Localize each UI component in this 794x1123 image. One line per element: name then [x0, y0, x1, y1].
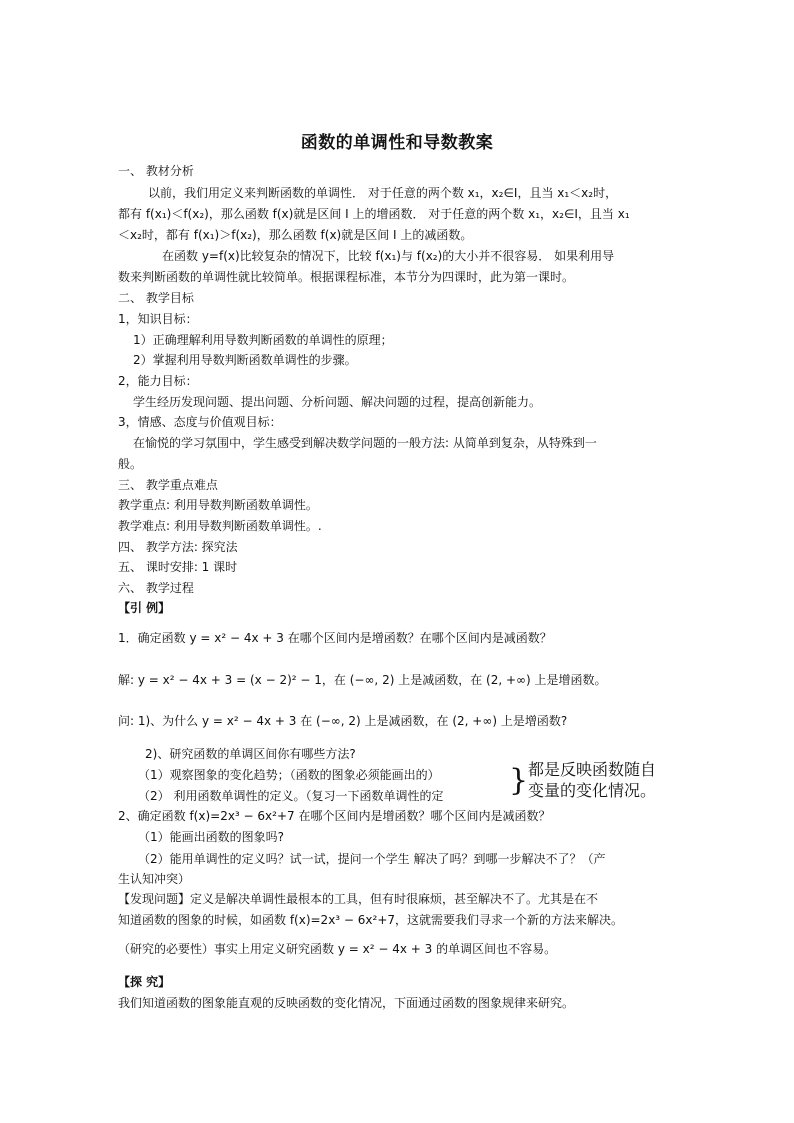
paragraph-line: 数来判断函数的单调性就比较简单。根据课程标准，本节分为四课时，此为第一课时。 — [118, 270, 575, 284]
paragraph-line: 教学难点: 利用导数判断函数单调性。. — [118, 519, 322, 533]
subheading: 3，情感、态度与价值观目标： — [118, 415, 282, 429]
paragraph-line: 学生经历发现问题、提出问题、分析问题、解决问题的过程，提高创新能力。 — [133, 395, 542, 409]
section-heading: 五、 课时安排: 1 课时 — [118, 560, 238, 574]
list-item: 1）正确理解利用导数判断函数的单调性的原理； — [133, 333, 393, 347]
brace-mark: } — [509, 763, 529, 798]
section-heading: 三、 教学重点难点 — [118, 478, 218, 492]
section-heading: 一、 教材分析 — [118, 164, 194, 178]
paragraph-line: 都有 f(x₁)＜f(x₂)，那么函数 f(x)就是区间 I 上的增函数． 对于任意的两个数 x₁，x₂∈I，且当 x₁ — [118, 207, 630, 221]
paragraph-line: 我们知道函数的图象能直观的反映函数的变化情况，下面通过函数的图象规律来研究。 — [118, 996, 575, 1010]
section-heading: 四、 教学方法: 探究法 — [118, 540, 238, 554]
paragraph-line: 在愉悦的学习氛围中，学生感受到解决数学问题的一般方法: 从简单到复杂，从特殊到一 — [133, 436, 597, 450]
paragraph-line: 般。 — [118, 457, 143, 471]
handwritten-note: 变量的变化情况。 — [528, 781, 657, 800]
subheading: 2，能力目标： — [118, 374, 198, 388]
question-line: 2、确定函数 f(x)=2x³ − 6x²+7 在哪个区间内是增函数？哪个区间内是减函数？ — [118, 809, 551, 823]
list-item: （1）能画出函数的图象吗? — [138, 830, 285, 844]
question-line: 1．确定函数 y = x² − 4x + 3 在哪个区间内是增函数？在哪个区间内是减函数？ — [118, 631, 552, 645]
paragraph-line: 知道函数的图象的时候，如函数 f(x)=2x³ − 6x²+7，这就需要我们寻求一个新的方法来解决。 — [118, 913, 624, 927]
paragraph-line: 以前，我们用定义来判断函数的单调性． 对于任意的两个数 x₁，x₂∈I，且当 x₁＜x₂时， — [148, 186, 618, 200]
handwritten-note: 都是反映函数随自 — [528, 760, 657, 779]
paragraph-line: （研究的必要性）事实上用定义研究函数 y = x² − 4x + 3 的单调区间也不容易。 — [118, 942, 557, 956]
section-heading: 六、 教学过程 — [118, 581, 194, 595]
list-item: （2） 利用函数单调性的定义。（复习一下函数单调性的定 — [138, 789, 444, 803]
list-item: （1）观察图象的变化趋势；（函数的图象必须能画出的） — [138, 768, 440, 782]
question-line: 2)、研究函数的单调区间你有哪些方法? — [145, 747, 356, 761]
paragraph-line: ＜x₂时，都有 f(x₁)＞f(x₂)，那么函数 f(x)就是区间 I 上的减函数。 — [118, 228, 473, 242]
list-item: 2）掌握利用导数判断函数单调性的步骤。 — [133, 353, 357, 367]
bracket-heading: 【引 例】 — [118, 601, 171, 615]
list-item: （2）能用单调性的定义吗？试一试，提问一个学生 解决了吗？到哪一步解决不了？（产 — [138, 852, 606, 866]
bracket-heading: 【探 究】 — [118, 975, 171, 989]
page-title: 函数的单调性和导数教案 — [300, 133, 494, 153]
paragraph-line: 在函数 y=f(x)比较复杂的情况下，比较 f(x₁)与 f(x₂)的大小并不很容易． 如果利用导 — [162, 249, 615, 263]
paragraph-line: 教学重点: 利用导数判断函数单调性。 — [118, 498, 318, 512]
solution-line: 解: y = x² − 4x + 3 = (x − 2)² − 1，在 (−∞, 2) 上是减函数，在 (2, +∞) 上是增函数。 — [118, 673, 607, 687]
paragraph-line: 生认知冲突） — [118, 872, 191, 886]
question-line: 问: 1)、为什么 y = x² − 4x + 3 在 (−∞, 2) 上是减函数，在 (2, +∞) 上是增函数? — [118, 714, 568, 728]
subheading: 1，知识目标： — [118, 312, 198, 326]
section-heading: 二、 教学目标 — [118, 291, 194, 305]
paragraph-line: 【发现问题】定义是解决单调性最根本的工具，但有时很麻烦，甚至解决不了。尤其是在不 — [118, 892, 599, 906]
